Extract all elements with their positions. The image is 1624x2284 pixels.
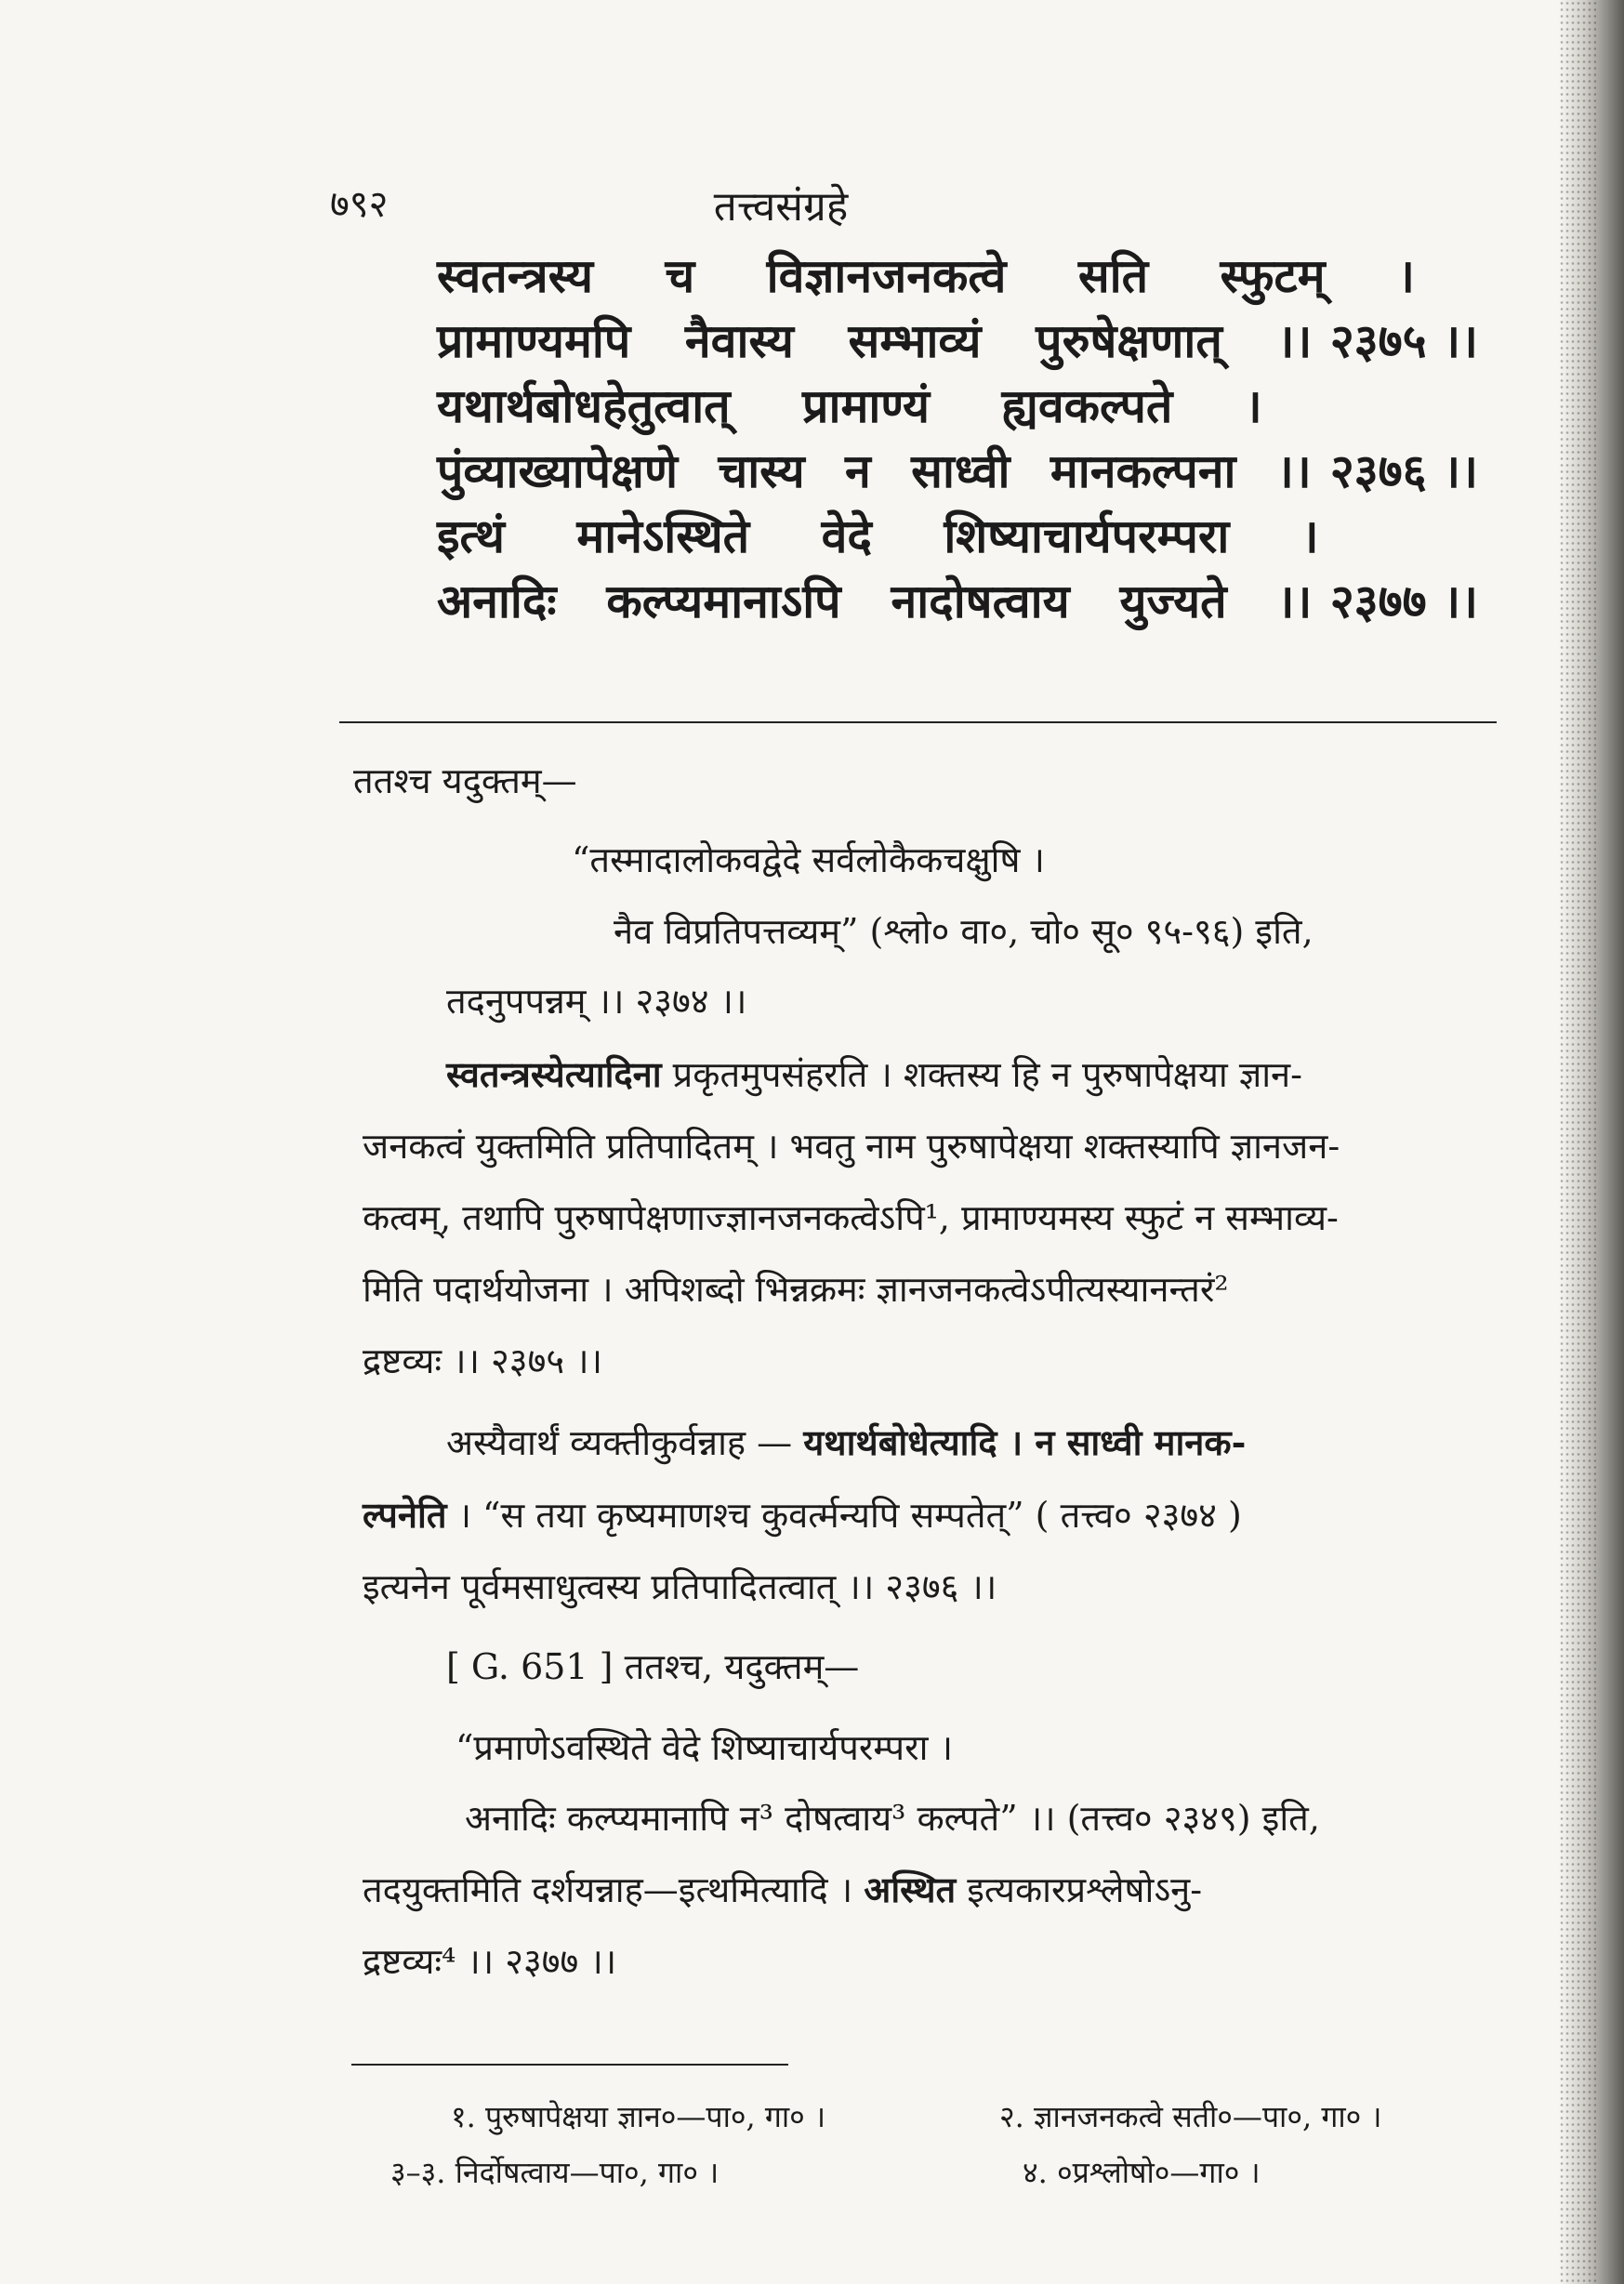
commentary-line <box>363 1487 1242 1543</box>
commentary-line: जनकत्वं युक्तमिति प्रतिपादितम् । भवतु नाम पुरुषापेक्षया शक्तस्यापि ज्ञानजन- <box>363 1126 1340 1167</box>
footnote: ३–३. निर्दोषत्वाय—पा०, गा० । <box>390 2155 720 2190</box>
lemma: स्वतन्त्रस्येत्यादिना <box>446 1053 662 1095</box>
verse-number: २३७५ ।। <box>1329 313 1478 368</box>
commentary-line <box>363 1862 1202 1918</box>
verse-text: अनादिः कल्प्यमानाऽपि नादोषत्वाय युज्यते ।। <box>437 574 1313 628</box>
verse-line <box>437 244 1478 309</box>
commentary-line: तदनुपपन्नम् ।। २३७४ ।। <box>446 981 747 1022</box>
commentary-line: मिति पदार्थयोजना । अपिशब्दो भिन्नक्रमः ज्ञानजनकत्वेऽपीत्यस्यानन्तरं² <box>363 1269 1229 1310</box>
lemma: यथार्थबोधेत्यादि । न साध्वी मानक- <box>803 1421 1247 1463</box>
running-title: तत्त्वसंग्रहे <box>713 183 849 231</box>
verse-text: पुंव्याख्यापेक्षणे चास्य न साध्वी मानकल्पना ।। <box>437 443 1312 498</box>
lemma: अस्थित <box>864 1868 957 1910</box>
verse-line <box>437 569 1478 634</box>
commentary-text: प्रकृतमुपसंहरति । शक्तस्य हि न पुरुषापेक्षया ज्ञान- <box>661 1054 1302 1095</box>
page-header <box>0 177 1562 232</box>
verse-line <box>437 439 1478 504</box>
verse-number: २३७६ ।। <box>1329 443 1478 498</box>
quote-line: “तस्मादालोकवद्वेदे सर्वलोकैकचक्षुषि । <box>572 839 1045 880</box>
commentary-text: अस्यैवार्थं व्यक्तीकुर्वन्नाह — <box>446 1422 804 1463</box>
verse-block <box>437 244 1478 634</box>
verse-text: इत्थं मानेऽस्थिते वेदे शिष्याचार्यपरम्परा । <box>437 508 1319 563</box>
footnote: १. पुरुषापेक्षया ज्ञान०—पा०, गा० । <box>451 2099 826 2134</box>
footnote-divider <box>351 2064 788 2066</box>
commentary-line <box>446 1415 1246 1471</box>
footnote: २. ज्ञानजनकत्वे सती०—पा०, गा० । <box>999 2099 1382 2134</box>
lemma: ल्पनेति <box>363 1494 447 1536</box>
verse-text: प्रामाण्यमपि नैवास्य सम्भाव्यं पुरुषेक्षणात् ।। <box>437 313 1313 368</box>
commentary-line: ततश्च यदुक्तम्— <box>353 760 577 801</box>
quote-line: नैव विप्रतिपत्तव्यम्” (श्लो० वा०, चो० सू० ९५-९६) इति, <box>614 911 1314 952</box>
verse-line <box>437 504 1478 569</box>
quote-line: अनादिः कल्प्यमानापि न³ दोषत्वाय³ कल्पते” ।। (तत्त्व० २३४९) इति, <box>465 1798 1320 1839</box>
commentary-line: [ G. 651 ] ततश्च, यदुक्तम्— <box>446 1646 860 1687</box>
commentary-line: इत्यनेन पूर्वमसाधुत्वस्य प्रतिपादितत्वात् ।। २३७६ ।। <box>363 1566 997 1607</box>
verse-text: स्वतन्त्रस्य च विज्ञानजनकत्वे सति स्फुटम् । <box>437 248 1415 303</box>
page-edge-speckle <box>1559 0 1596 2284</box>
quote-line: “प्रमाणेऽवस्थिते वेदे शिष्याचार्यपरम्परा । <box>456 1727 953 1768</box>
verse-line <box>437 374 1478 439</box>
verse-number: २३७७ ।। <box>1329 574 1478 628</box>
commentary-line: द्रष्टव्यः ।। २३७५ ।। <box>363 1340 602 1381</box>
verse-line <box>437 309 1478 374</box>
commentary-line: कत्वम्, तथापि पुरुषापेक्षणाज्ज्ञानजनकत्वेऽपि¹, प्रामाण्यमस्य स्फुटं न सम्भाव्य- <box>363 1197 1339 1238</box>
footnote: ४. ०प्रश्लोषो०—गा० । <box>1023 2155 1261 2190</box>
commentary-line: द्रष्टव्यः⁴ ।। २३७७ ।। <box>363 1941 617 1982</box>
page-number: ७९२ <box>330 183 389 226</box>
commentary-text: । “स तया कृष्यमाणश्च कुवर्त्मन्यपि सम्पतेत्” ( तत्त्व० २३७४ ) <box>446 1495 1242 1536</box>
verse-divider <box>339 721 1497 723</box>
commentary-text: इत्यकारप्रश्लेषोऽनु- <box>956 1869 1203 1910</box>
verse-text: यथार्थबोधहेतुत्वात् प्रामाण्यं ह्यवकल्पते । <box>437 378 1262 433</box>
commentary-text: तदयुक्तमिति दर्शयन्नाह—इत्थमित्यादि । <box>363 1869 865 1910</box>
commentary-line <box>446 1047 1302 1102</box>
